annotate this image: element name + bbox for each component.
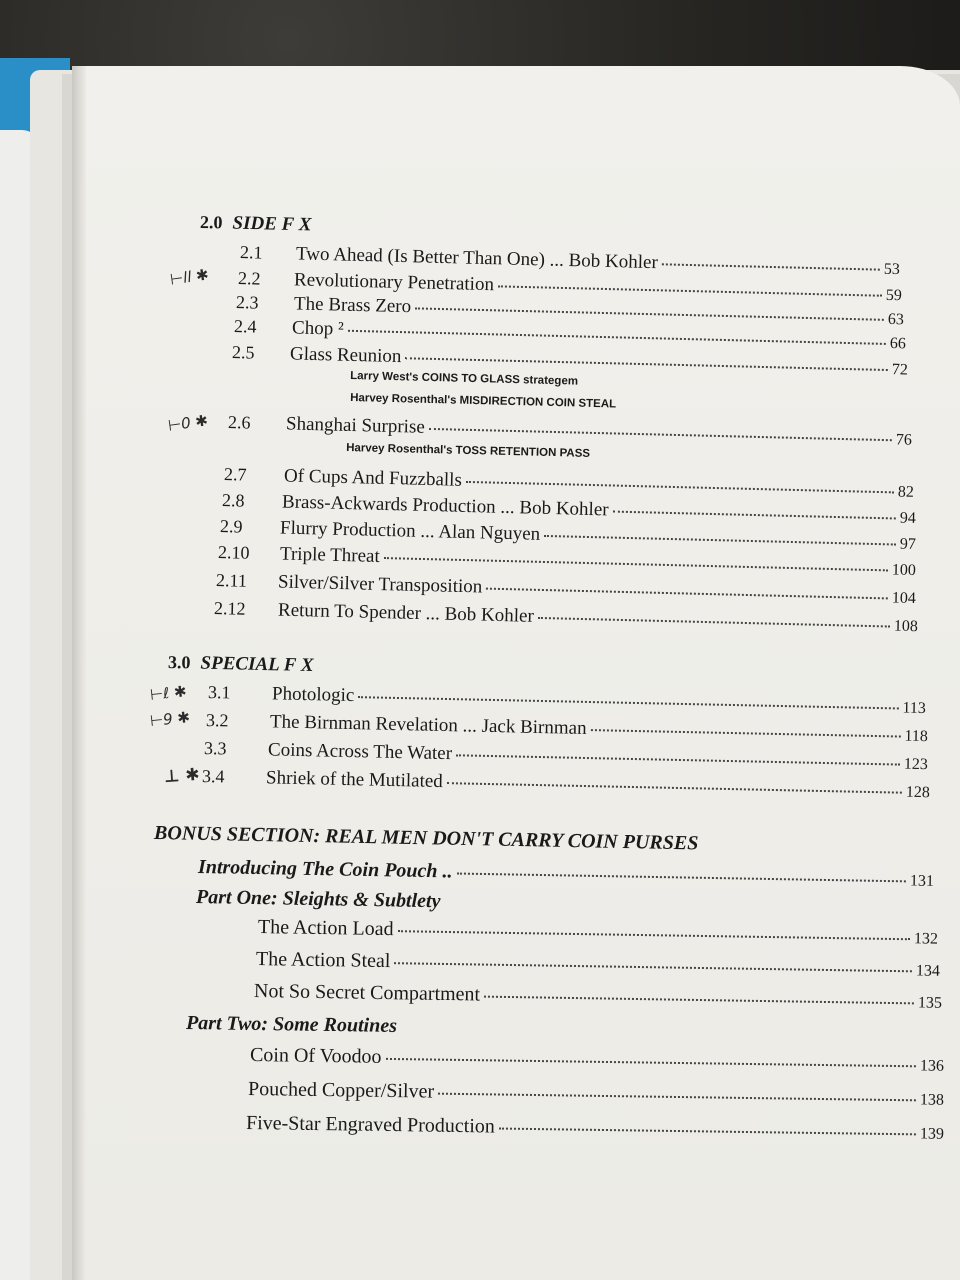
entry-page: 136: [919, 1057, 945, 1075]
dot-leader: [397, 930, 909, 940]
dot-leader: [498, 285, 882, 296]
toc-entry: [256, 948, 940, 985]
entry-page: 113: [902, 699, 927, 718]
entry-page: 82: [897, 483, 915, 501]
entry-page: 59: [885, 286, 903, 305]
section-title: SIDE F X: [232, 212, 312, 236]
part-heading: [196, 886, 596, 919]
entry-page: 104: [891, 589, 917, 608]
dot-leader: [466, 481, 894, 493]
entry-title: Triple Threat: [279, 543, 381, 567]
subnote-text: Harvey Rosenthal's TOSS RETENTION PASS: [346, 442, 591, 460]
entry-number: 2.1: [239, 242, 263, 263]
entry-number: 2.11: [215, 570, 248, 591]
dot-leader: [538, 617, 890, 628]
entry-title: Chop ²: [291, 317, 344, 340]
section-number: 3.0: [167, 652, 191, 673]
entry-number: 2.2: [237, 268, 261, 289]
entry-page: 138: [919, 1091, 945, 1109]
entry-number: 3.4: [201, 766, 225, 787]
dot-leader: [429, 428, 892, 441]
handwritten-mark: ⊥ ✱: [163, 764, 201, 788]
entry-number: 2.8: [221, 490, 245, 511]
entry-title: Introducing The Coin Pouch ..: [197, 856, 453, 883]
entry-page: 128: [905, 783, 931, 802]
entry-title: Shriek of the Mutilated: [265, 767, 444, 793]
entry-page: 76: [895, 431, 913, 449]
dot-leader: [662, 263, 880, 270]
entry-page: 108: [893, 617, 919, 636]
entry-number: 2.9: [219, 516, 243, 537]
entry-page: 97: [899, 535, 917, 554]
entry-title: Glass Reunion: [289, 343, 402, 368]
entry-title: Brass-Ackwards Production ... Bob Kohler: [281, 491, 609, 521]
toc-entry: [246, 1112, 944, 1148]
entry-number: 3.2: [205, 710, 229, 731]
entry-page: 53: [883, 260, 901, 279]
entry-number: 2.6: [227, 412, 251, 433]
entry-page: 72: [891, 361, 909, 379]
entry-page: 118: [904, 727, 929, 746]
dot-leader: [405, 357, 888, 371]
entry-title: The Birnman Revelation ... Jack Birnman: [269, 711, 587, 739]
entry-number: 2.10: [217, 542, 250, 563]
entry-page: 134: [915, 962, 941, 980]
entry-number: 3.1: [207, 682, 231, 703]
section-number: 2.0: [199, 212, 223, 233]
section-title: SPECIAL F X: [200, 652, 314, 677]
bonus-section-header: [154, 822, 814, 861]
entry-title: Two Ahead (Is Better Than One) ... Bob Kohler: [295, 243, 659, 274]
entry-title: Not So Secret Compartment: [253, 980, 481, 1006]
bonus-title: BONUS SECTION: REAL MEN DON'T CARRY COIN PURSES: [153, 822, 699, 855]
section-header-3: [168, 652, 568, 686]
dot-leader: [438, 1093, 916, 1102]
dot-leader: [499, 1128, 916, 1136]
entry-page: 135: [917, 994, 943, 1012]
entry-page: 100: [891, 561, 917, 580]
entry-number: 2.12: [213, 598, 246, 619]
dot-leader: [456, 873, 905, 883]
entry-title: Coin Of Voodoo: [249, 1044, 382, 1068]
dot-leader: [384, 557, 888, 571]
part-heading: [186, 1012, 586, 1044]
handwritten-mark: ⊢ll ✱: [168, 265, 210, 289]
entry-number: 2.4: [233, 316, 257, 337]
entry-title: Revolutionary Penetration: [293, 269, 495, 296]
entry-title: Return To Spender ... Bob Kohler: [277, 599, 535, 627]
dot-leader: [613, 511, 896, 520]
dot-leader: [394, 962, 912, 972]
entry-title: Of Cups And Fuzzballs: [283, 465, 463, 491]
dot-leader: [415, 307, 884, 320]
entry-page: 123: [903, 755, 929, 774]
entry-page: 94: [899, 509, 917, 527]
part-title: Part One: Sleights & Subtlety: [195, 886, 441, 913]
entry-page: 131: [909, 872, 935, 890]
entry-title: The Brass Zero: [293, 293, 412, 318]
subnote-text: Larry West's COINS TO GLASS strategem: [350, 370, 579, 388]
dot-leader: [358, 696, 898, 709]
handwritten-mark: ⊢0 ✱: [166, 411, 210, 435]
toc-entry: [248, 1078, 944, 1114]
dot-leader: [591, 729, 901, 737]
dot-leader: [486, 588, 888, 600]
toc-entry: [258, 916, 938, 953]
entry-title: Silver/Silver Transposition: [277, 571, 483, 598]
handwritten-mark: ⊢9 ✱: [149, 707, 191, 731]
entry-page: 63: [887, 310, 905, 329]
entry-number: 2.7: [223, 464, 247, 485]
dot-leader: [348, 330, 886, 345]
entry-page: 132: [913, 930, 939, 948]
entry-page: 139: [919, 1125, 945, 1143]
entry-title: Five-Star Engraved Production: [245, 1112, 496, 1138]
toc-entry: [250, 1044, 944, 1080]
handwritten-mark: ⊢ℓ ✱: [149, 682, 188, 704]
entry-title: Pouched Copper/Silver: [247, 1078, 435, 1103]
entry-title: The Action Steal: [255, 948, 391, 973]
entry-number: 2.3: [235, 292, 259, 313]
entry-title: Photologic: [271, 683, 355, 707]
section-header-2: [200, 212, 600, 246]
dot-leader: [456, 754, 900, 765]
part-title: Part Two: Some Routines: [185, 1012, 398, 1037]
entry-page: 66: [889, 335, 907, 353]
entry-number: 2.5: [231, 342, 255, 363]
dot-leader: [484, 996, 914, 1005]
entry-number: 3.3: [203, 738, 227, 759]
dot-leader: [447, 782, 902, 794]
entry-title: Coins Across The Water: [267, 739, 453, 765]
dot-leader: [385, 1058, 915, 1067]
subnote-text: Harvey Rosenthal's MISDIRECTION COIN STEAL: [350, 392, 617, 411]
entry-title: Shanghai Surprise: [285, 413, 426, 438]
entry-title: The Action Load: [257, 916, 394, 941]
toc-entry: [254, 980, 942, 1017]
dot-leader: [544, 535, 896, 546]
entry-title: Flurry Production ... Alan Nguyen: [279, 517, 541, 545]
